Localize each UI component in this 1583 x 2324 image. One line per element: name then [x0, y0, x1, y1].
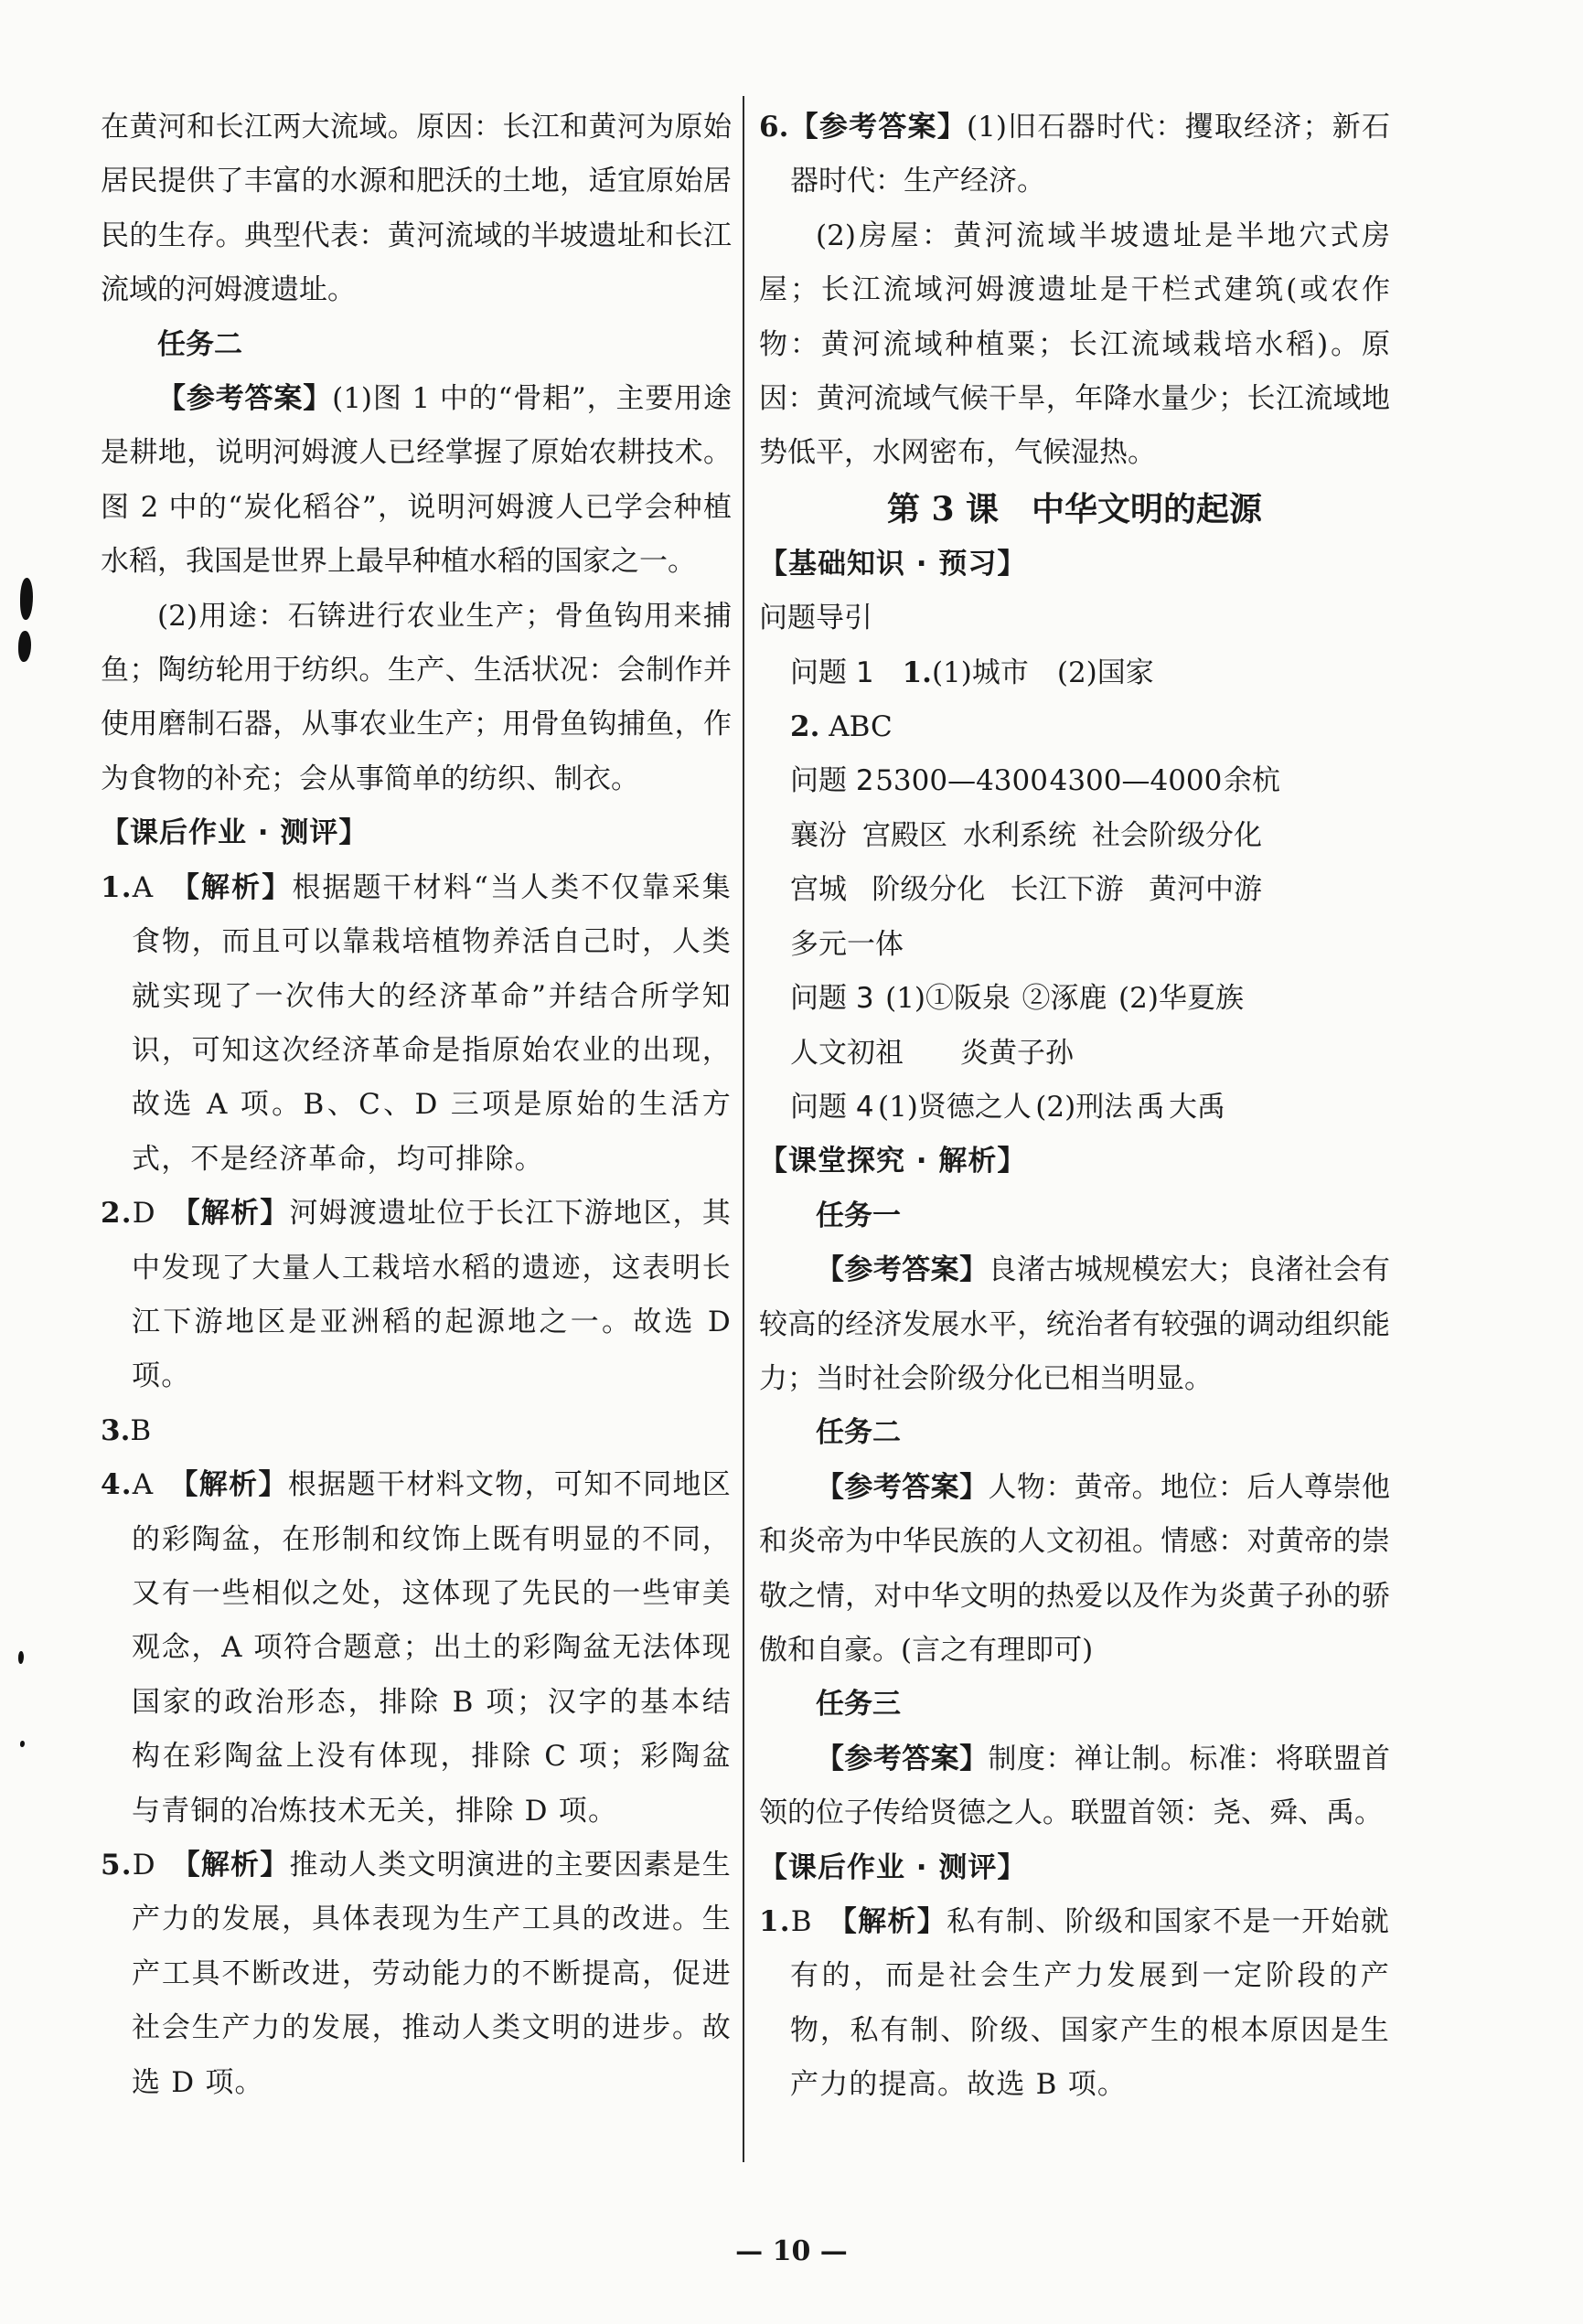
section-heading: 【课堂探究 · 解析】 — [759, 1145, 1027, 1178]
blank-answer: (2)华夏族 — [1118, 982, 1244, 1016]
blank-answer: (2)刑法 — [1035, 1090, 1133, 1124]
blank-answer: 人文初祖 — [790, 1036, 904, 1070]
blank-answer: 禹 — [1136, 1090, 1165, 1124]
question-item — [101, 1839, 732, 2110]
item-number: 2. — [790, 710, 820, 744]
problem-label: 问题 2 — [790, 764, 874, 798]
lesson-title: 第 3 课 中华文明的起源 — [886, 489, 1263, 528]
question-item — [101, 1404, 732, 1458]
paragraph: 在黄河和长江两大流域。原因：长江和黄河为原始居民提供了丰富的水源和肥沃的土地，适宜原始居民的生存。典型代表：黄河流域的半坡遗址和长江流域的河姆渡遗址。 — [101, 111, 732, 307]
section-heading: 【基础知识 · 预习】 — [759, 547, 1027, 581]
blank-answer: (1)贤德之人 — [877, 1090, 1032, 1124]
question-item — [759, 1895, 1390, 2113]
question-item — [101, 861, 732, 1187]
problem-3-row — [759, 972, 1390, 1026]
analysis-label: 【解析】 — [186, 1849, 290, 1882]
answer-text: 良渚古城规模宏大；良渚社会有较高的经济发展水平，统治者有较强的调动组织能力；当时社会阶级分化已相当明显。 — [759, 1253, 1391, 1395]
analysis-text: 河姆渡遗址位于长江下游地区，其中发现了大量人工栽培水稻的遗迹，这表明长江下游地区是亚洲稻的起源地之一。故选 D 项。 — [132, 1197, 732, 1393]
section-heading: 【课后作业 · 测评】 — [759, 1850, 1027, 1884]
blank-answer: 4300—4000 — [1049, 764, 1223, 798]
analysis-text: 根据题干材料文物，可知不同地区的彩陶盆，在形制和纹饰上既有明显的不同，又有一些相似之处，这体现了先民的一些审美观念，A 项符合题意；出土的彩陶盆无法体现国家的政治形态，排除 B 项；汉字的基本结构在彩陶盆上没有体现，排除 C 项；彩陶盆与青铜的冶炼技术无关，排除 D 项。 — [132, 1468, 732, 1828]
task-heading: 任务二 — [157, 327, 242, 361]
blank-answer: 水利系统 — [963, 818, 1076, 852]
answer-paragraph — [759, 1732, 1390, 1841]
analysis-label: 【解析】 — [186, 1197, 290, 1231]
ink-speck — [18, 1651, 24, 1664]
section-heading: 【课后作业 · 测评】 — [101, 816, 369, 850]
blank-answer: 多元一体 — [790, 927, 904, 961]
page-number: — 10 — — [735, 2235, 848, 2267]
problem-1-line — [759, 700, 1390, 754]
answer-label: 【参考答案】 — [157, 382, 333, 416]
answer-label: 【参考答案】 — [816, 1470, 989, 1504]
problem-label: 问题 3 — [790, 982, 874, 1016]
task-heading: 任务二 — [816, 1416, 901, 1450]
answer-text: (1)图 1 中的“骨耜”，主要用途是耕地，说明河姆渡人已经掌握了原始农耕技术。图 2 中的“炭化稻谷”，说明河姆渡人已学会种植水稻，我国是世界上最早种植水稻的国家之一。 — [101, 382, 732, 579]
item-number: 5. — [101, 1849, 133, 1882]
task-heading: 任务三 — [816, 1688, 901, 1722]
problem-2-row — [759, 754, 1390, 808]
column-divider — [743, 96, 744, 2162]
item-number: 1. — [759, 1905, 791, 1938]
analysis-label: 【解析】 — [842, 1905, 947, 1938]
blank-answer: 宫城 — [790, 873, 847, 907]
blank-answer: 余杭 — [1224, 764, 1280, 798]
item-answer: B — [790, 1905, 813, 1938]
problem-2-row — [759, 809, 1390, 863]
analysis-label: 【解析】 — [183, 1468, 288, 1502]
answer-text: 制度：禅让制。标准：将联盟首领的位子传给贤德之人。联盟首领：尧、舜、禹。 — [759, 1742, 1391, 1830]
problem-label: 问题 4 — [790, 1090, 874, 1124]
blank-answer: 社会阶级分化 — [1092, 818, 1262, 852]
item-answer: A — [132, 870, 155, 904]
blank-answer: 5300—4300 — [875, 764, 1048, 798]
problem-label: 问题 1 — [790, 656, 874, 689]
analysis-text: 根据题干材料“当人类不仅靠采集食物，而且可以靠栽培植物养活自己时，人类就实现了一次伟大的经济革命”并结合所学知识，可知这次经济革命是指原始农业的出现，故选 A 项。B、C、D 三项是原始的生活方式，不是经济革命，均可排除。 — [132, 870, 732, 1176]
problem-1-line — [759, 646, 1390, 700]
item-number: 1. — [902, 656, 932, 689]
analysis-text: 私有制、阶级和国家不是一开始就有的，而是社会生产力发展到一定阶段的产物，私有制、阶级、国家产生的根本原因是生产力的提高。故选 B 项。 — [790, 1905, 1391, 2102]
answer-paragraph — [759, 1461, 1390, 1679]
blank-answer: 黄河中游 — [1148, 873, 1262, 907]
question-item — [101, 1187, 732, 1404]
item-number: 1. — [101, 870, 133, 904]
item-answer: D — [132, 1197, 156, 1231]
blank-answer: 长江下游 — [1010, 873, 1124, 907]
right-column — [759, 101, 1390, 2113]
blank-answer: 阶级分化 — [872, 873, 986, 907]
item-number: 4. — [101, 1468, 133, 1502]
task-heading: 任务一 — [816, 1199, 901, 1232]
ink-blot — [18, 631, 31, 662]
item-number: 6. — [759, 111, 789, 144]
answer-label: 【参考答案】 — [816, 1253, 989, 1287]
left-column — [101, 101, 732, 2110]
blank-answer: ②涿鹿 — [1021, 982, 1107, 1016]
analysis-label: 【解析】 — [185, 870, 293, 904]
item-answer: D — [132, 1849, 156, 1882]
answer-paragraph — [759, 1243, 1390, 1406]
answer-paragraph: (2)房屋：黄河流域半坡遗址是半地穴式房屋；长江流域河姆渡遗址是干栏式建筑(或农作物：黄河流域种植粟；长江流域栽培水稻)。原因：黄河流域气候干旱，年降水量少；长江流域地势低平，水网密布，气候湿热。 — [759, 219, 1390, 470]
answer-paragraph — [101, 372, 732, 590]
answer-text: (1)旧石器时代：攫取经济；新石器时代：生产经济。 — [790, 111, 1390, 198]
ink-blot — [20, 578, 33, 620]
answer-text: (1)城市 (2)国家 — [931, 656, 1154, 689]
item-number: 2. — [101, 1197, 133, 1231]
problem-2-row — [759, 918, 1390, 972]
answer-label: 【参考答案】 — [788, 111, 968, 144]
analysis-text: 推动人类文明演进的主要因素是生产力的发展，具体表现为生产工具的改进。生产工具不断改进，劳动能力的不断提高，促进社会生产力的发展，推动人类文明的进步。故选 D 项。 — [132, 1849, 732, 2099]
question-item — [101, 1458, 732, 1839]
item-number: 3. — [101, 1413, 131, 1447]
paragraph: (2)用途：石锛进行农业生产；骨鱼钩用来捕鱼；陶纺轮用于纺织。生产、生活状况：会制作并使用磨制石器，从事农业生产；用骨鱼钩捕鱼，作为食物的补充；会从事简单的纺织、制衣。 — [101, 599, 732, 795]
blank-answer: 宫殿区 — [862, 818, 947, 852]
answer-text: 人物：黄帝。地位：后人尊崇他和炎帝为中华民族的人文初祖。情感：对黄帝的崇敬之情，对中华文明的热爱以及作为炎黄子孙的骄傲和自豪。(言之有理即可) — [759, 1470, 1391, 1667]
answer-label: 【参考答案】 — [816, 1742, 989, 1775]
problem-2-row — [759, 863, 1390, 917]
question-item — [759, 101, 1390, 209]
ink-speck — [20, 1741, 25, 1747]
problem-3-row — [759, 1027, 1390, 1081]
subsection-heading: 问题导引 — [759, 602, 872, 635]
problem-4-row — [759, 1081, 1390, 1135]
blank-answer: (1)①阪泉 — [885, 982, 1011, 1016]
blank-answer: 炎黄子孙 — [960, 1036, 1074, 1070]
item-answer: B — [130, 1413, 152, 1447]
blank-answer: 襄汾 — [790, 818, 847, 852]
blank-answer: 大禹 — [1168, 1090, 1225, 1124]
item-answer: A — [132, 1468, 155, 1502]
answer-text: ABC — [829, 710, 893, 744]
